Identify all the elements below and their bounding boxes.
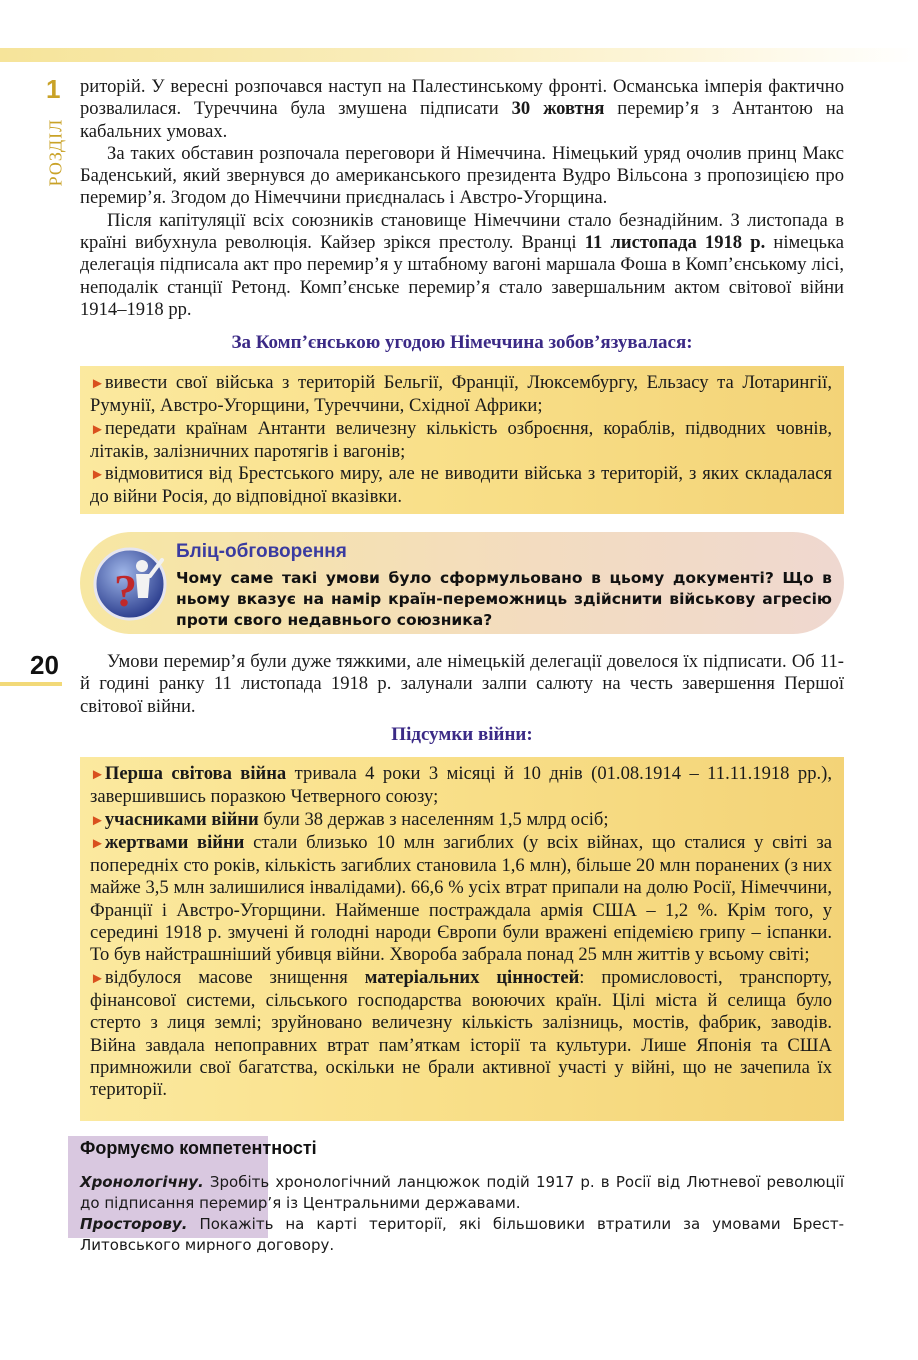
- results-item-text: були 38 держав з населенням 1,5 млрд осіб;: [258, 808, 609, 830]
- results-item-bold: жертвами війни: [104, 831, 245, 853]
- svg-text:?: ?: [114, 565, 137, 616]
- arrow-icon: ►: [90, 812, 105, 829]
- intro-paragraph-2: За таких обставин розпочала переговори й Німеччина. Німецький уряд очолив принц Макс Баденський, який звернувся до американського президента Вудро Вільсона з пропозицією про перемир’я. Згодом до Німеччини приєдналась і Австро-Угорщина.: [80, 142, 844, 209]
- competence-label: Просторову.: [80, 1215, 188, 1233]
- arrow-icon: ►: [90, 376, 105, 392]
- intro-paragraph-1: [80, 76, 844, 143]
- blitz-question: Чому саме такі умови було сформульовано в цьому документі? Що в ньому вказує на намір країн-переможниць здійснити військову агресію проти свого недавнього союзника?: [176, 569, 832, 629]
- chapter-word: РОЗДІЛ: [45, 118, 66, 187]
- arrow-icon: ►: [90, 421, 105, 438]
- intro-p3-date: 11 листопада 1918 р.: [584, 232, 766, 254]
- after-paragraph: Умови перемир’я були дуже тяжкими, але німецькій делегації довелося їх підписати. Об 11-й годині ранку 11 листопада 1918 р. залунали залпи салюту на честь завершення Першої світової війни.: [80, 651, 844, 717]
- results-item-text: відбулося масове знищення: [104, 966, 365, 988]
- question-figure-icon: [92, 546, 168, 622]
- compiegne-item-text: відмовитися від Брестського миру, але не виводити війська з територій, з яких складалася до війни Росія, до відповідної вказівки.: [90, 463, 832, 508]
- compiegne-item-text: передати країнам Антанти величезну кількість озброєння, кораблів, підводних човнів, літаків, залізничних паротягів і вагонів;: [90, 417, 832, 462]
- competence-spatial: [80, 1214, 844, 1255]
- competence-title: Формуємо компетентності: [80, 1138, 317, 1158]
- arrow-icon: ►: [90, 835, 105, 852]
- compiegne-item: [90, 372, 832, 418]
- after-text: [80, 651, 844, 718]
- compiegne-box: [80, 366, 844, 514]
- results-item: [90, 809, 832, 832]
- intro-p3-a: Після капітуляції всіх союзників становище Німеччини стало безнадійним. З листопада в країні вибухнула революція. Кайзер зрікся престолу. Вранці: [80, 209, 844, 254]
- intro-p3-c: німецька делегація підписала акт про перемир’я у штабному вагоні маршала Фоша в Комп’єнському лісі, неподалік станції Ретонд. Комп’єнське перемир’я стало завершальним актом світової війни 1914–1918 рр.: [80, 232, 844, 320]
- competence-chronological: [80, 1172, 844, 1213]
- competence-label: Хронологічну.: [80, 1173, 204, 1191]
- results-item-text: стали близько 10 млн загиблих (у всіх війнах, що сталися у світі за попередніх сто років, кількість загиблих становила 1,6 млн), більше 20 млн поранених (з них майже 3,5 млн залишилися інвалідами). 66,6 % усіх втрат припали на долю Росії, Німеччини, Франції і Австро-Угорщини. Найменше постраждала армія США – 1,2 %. Крім того, у середині 1918 р. змучені й голодні народи Європи були вражені епідемією грипу – іспанки. То був найстрашніший убивця війни. Хвороба забрала понад 25 млн життів у всьому світі;: [90, 831, 832, 966]
- page-number: 20: [30, 650, 59, 680]
- intro-paragraph-3: [80, 210, 844, 321]
- results-box: [80, 757, 844, 1121]
- compiegne-item: [90, 418, 832, 464]
- intro-p1-date: 30 жовтня: [511, 98, 605, 120]
- results-item-bold: матеріальних цінностей: [364, 966, 580, 988]
- blitz-title: Бліц-обговорення: [176, 541, 347, 562]
- results-item: [90, 763, 832, 809]
- compiegne-item-text: вивести свої війська з територій Бельгії, Франції, Люксембургу, Ельзасу та Лотарингії, Румунії, Австро-Угорщини, Туреччини, Східної Африки;: [90, 372, 832, 417]
- top-decor-bar: [0, 48, 918, 62]
- intro-p1-c: перемир’я з Антантою на кабальних умовах.: [80, 98, 844, 142]
- arrow-icon: ►: [90, 767, 105, 783]
- results-item: [90, 832, 832, 967]
- chapter-number: 1: [46, 74, 61, 104]
- compiegne-heading: За Комп’єнською угодою Німеччина зобов’язувалася:: [231, 332, 693, 353]
- results-item-text: тривала 4 роки 3 місяці й 10 днів (01.08.1914 – 11.11.1918 рр.), завершившись поразкою Четверного союзу;: [90, 763, 832, 808]
- competence-task: Покажіть на карті території, які більшовики втратили за умовами Брест-Литовського мирного договору.: [80, 1215, 844, 1254]
- competence-task: Зробіть хронологічний ланцюжок подій 1917 р. в Росії від Лютневої революції до підписання перемир’я із Центральними державами.: [80, 1173, 844, 1212]
- intro-text: [80, 76, 844, 321]
- results-item-bold: Перша світова війна: [104, 763, 287, 784]
- results-item-bold: учасниками війни: [104, 808, 259, 830]
- results-item: [90, 967, 832, 1102]
- arrow-icon: ►: [90, 467, 105, 484]
- compiegne-item: [90, 463, 832, 509]
- results-heading: Підсумки війни:: [391, 724, 533, 745]
- chapter-side-label: [44, 74, 70, 187]
- intro-p1-a: риторій. У вересні розпочався наступ на Палестинському фронті. Османська імперія фактично розвалилася. Туреччина була змушена підписати: [80, 76, 844, 120]
- page-number-underline: [0, 682, 62, 686]
- arrow-icon: ►: [90, 970, 105, 987]
- results-item-text: : промисловості, транспорту, фінансової системи, сільського господарства воюючих країн. Цілі міста й селища було стерто з лиця землі; зруйновано величезну кількість залізниць, мостів, фабрик, заводів. Війна завдала непоправних втрат пам’яткам історії та культури. Лише Японія та США примножили свої багатства, оскільки не брали активної участі у війні, що не зачепила їх території.: [90, 966, 832, 1101]
